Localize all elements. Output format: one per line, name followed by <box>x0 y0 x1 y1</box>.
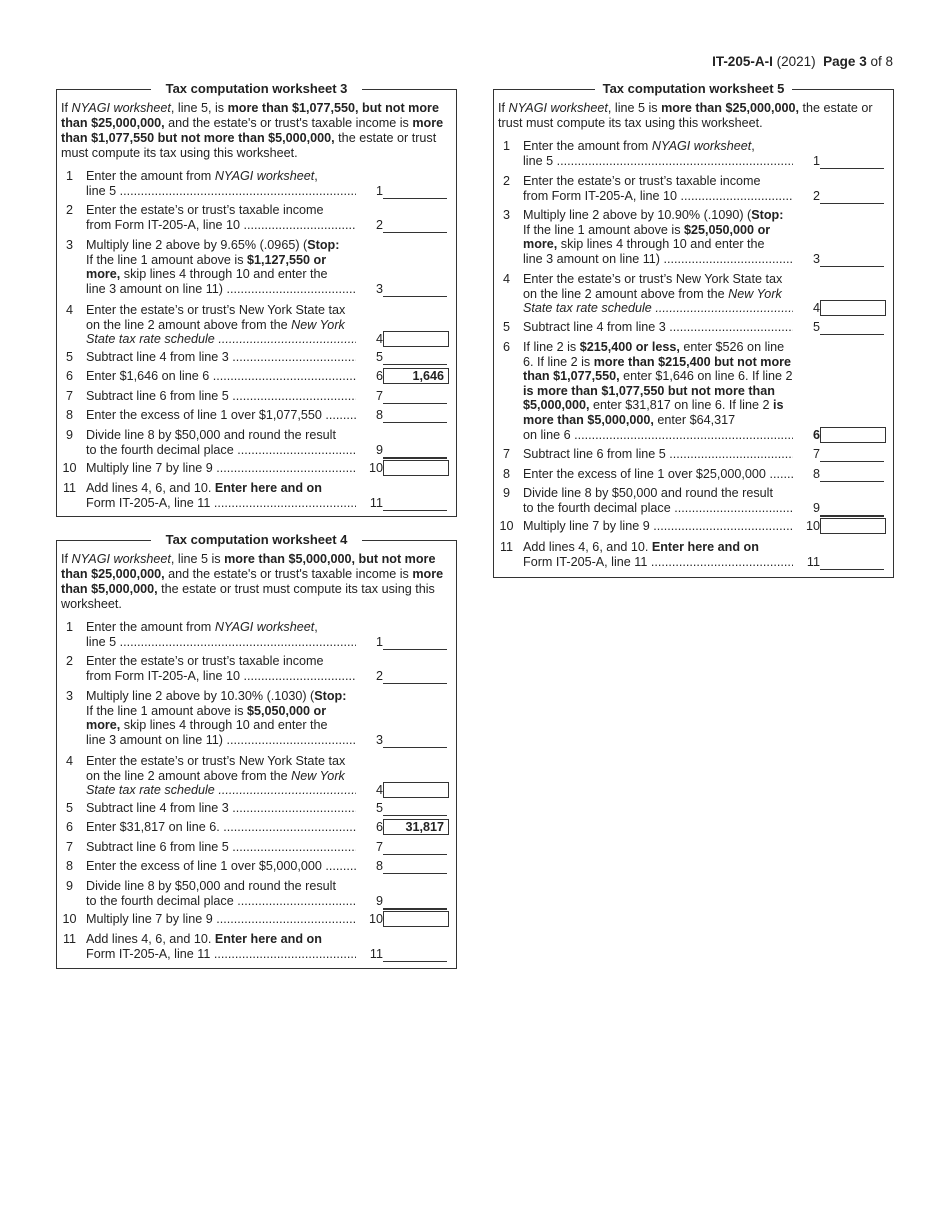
line-number-right: 7 <box>375 840 383 854</box>
line-number-right: 2 <box>375 217 383 232</box>
line-number: 10 <box>62 912 77 926</box>
line-label: Divide line 8 by $50,000 and round the result <box>523 486 773 500</box>
line-label: line 5 ..... <box>523 154 793 169</box>
line-number: 1 <box>65 169 73 183</box>
line-text <box>523 320 793 335</box>
line-number-right: 5 <box>375 801 383 815</box>
line-label: from Form IT-205-A, line 10 ..... <box>86 218 356 233</box>
line-9-amount-field[interactable] <box>383 894 447 910</box>
line-number-right: 7 <box>812 447 820 461</box>
line-number-right: 5 <box>375 350 383 364</box>
intro-fragment: more than $1,077,550 but not more than $5,000,000, <box>61 116 444 145</box>
line-5-amount-field[interactable] <box>383 801 447 816</box>
line-text <box>86 408 356 423</box>
line-label: Enter the estate’s or trust’s taxable income <box>86 654 324 668</box>
line-1-amount-field[interactable] <box>820 154 884 169</box>
line-number: 11 <box>62 481 77 495</box>
line-label: Enter the excess of line 1 over $25,000,000 ..... <box>523 467 793 482</box>
line-text <box>523 208 793 266</box>
line-number: 11 <box>499 540 514 554</box>
line-number-right: 7 <box>375 389 383 403</box>
line-text <box>86 238 356 296</box>
line-text <box>86 754 356 798</box>
intro-fragment: NYAGI worksheet <box>508 101 608 115</box>
line-number: 6 <box>502 340 510 354</box>
line-label: Enter $31,817 on line 6. ..... <box>86 820 356 835</box>
line-number-right: 11 <box>369 495 383 510</box>
line-text <box>523 486 793 515</box>
intro-fragment: If <box>61 101 72 115</box>
line-label: on the line 2 amount above from the <box>523 286 729 301</box>
line-label-bold: more, <box>86 267 121 282</box>
line-number: 11 <box>62 932 77 946</box>
line-label: Enter the estate’s or trust’s New York State tax <box>523 272 783 286</box>
line-label-fragment: is more than $5,000,000, <box>523 398 784 427</box>
line-10-amount-field[interactable] <box>383 460 449 476</box>
intro-fragment: , line 5, is <box>170 101 228 115</box>
line-text <box>523 519 793 534</box>
line-label: from Form IT-205-A, line 10 ..... <box>86 669 356 684</box>
line-number-right: 9 <box>375 893 383 908</box>
worksheet-title <box>57 532 456 548</box>
line-label: Add lines 4, 6, and 10. <box>86 481 215 495</box>
line-text <box>523 340 793 442</box>
line-text <box>523 174 793 203</box>
intro-fragment: NYAGI worksheet <box>71 101 171 115</box>
line-label-fragment: enter $31,817 on line 6. If line 2 <box>589 398 773 413</box>
line-text <box>86 428 356 457</box>
line-label: Enter the estate’s or trust’s taxable income <box>523 174 761 188</box>
line-number: 7 <box>502 447 510 461</box>
line-number: 10 <box>62 461 77 475</box>
line-number: 4 <box>502 272 510 286</box>
line-label-bold: $5,050,000 or <box>247 703 327 718</box>
line-4-amount-field[interactable] <box>383 782 449 798</box>
line-label-fragment: more than $215,400 but not more than $1,077,550, <box>523 354 792 384</box>
worksheet-intro <box>61 552 452 612</box>
line-number-right: 4 <box>375 783 383 798</box>
line-label: Enter $1,646 on line 6 ..... <box>86 369 356 384</box>
line-label: Multiply line 2 above by 9.65% (.0965) ( <box>86 238 308 252</box>
line-label: Multiply line 7 by line 9 ..... <box>86 912 356 927</box>
line-3-amount-field[interactable] <box>383 733 447 748</box>
line-label-italic: NYAGI worksheet <box>214 620 315 634</box>
line-number-right: 1 <box>375 634 383 649</box>
line-3-amount-field[interactable] <box>820 252 884 267</box>
page-number: 3 <box>859 54 867 69</box>
line-label: on the line 2 amount above from the <box>86 768 292 783</box>
line-label: Subtract line 6 from line 5 ..... <box>523 447 793 462</box>
line-7-amount-field[interactable] <box>383 840 447 855</box>
line-label: Form IT-205-A, line 11 ..... <box>86 947 356 962</box>
worksheet-5 <box>493 81 894 578</box>
line-5-amount-field[interactable] <box>820 320 884 335</box>
line-6-amount-field <box>383 819 449 835</box>
line-11-amount-field[interactable] <box>383 947 447 962</box>
line-label: Enter the excess of line 1 over $5,000,000 ..... <box>86 859 356 874</box>
line-number-right: 1 <box>375 183 383 198</box>
line-number-right: 8 <box>375 859 383 873</box>
intro-fragment: If <box>498 101 509 115</box>
line-number-right: 10 <box>368 912 383 926</box>
worksheet-title <box>57 81 456 97</box>
line-text <box>523 272 793 316</box>
line-label-fragment: enter $526 on line 6. If line 2 is <box>523 340 785 369</box>
line-text <box>86 303 356 347</box>
line-number-right: 6 <box>812 427 820 442</box>
line-label: Enter the amount from <box>86 620 212 634</box>
page-word: Page <box>823 54 856 69</box>
line-number-right: 10 <box>368 461 383 475</box>
line-5-amount-field[interactable] <box>383 350 447 365</box>
line-label: Subtract line 4 from line 3 ..... <box>86 350 356 365</box>
line-9-amount-field[interactable] <box>383 443 447 459</box>
page-of: of 8 <box>870 54 893 69</box>
line-label-bold: Stop: <box>314 689 347 703</box>
line-text <box>523 447 793 462</box>
worksheet-title-text: Tax computation worksheet 3 <box>158 81 356 96</box>
line-10-amount-field[interactable] <box>820 518 886 534</box>
intro-fragment: more than $25,000,000, <box>661 101 800 115</box>
line-text <box>86 801 356 816</box>
line-number-right: 8 <box>812 467 820 481</box>
line-label: If the line 1 amount above is <box>86 252 248 267</box>
line-number: 5 <box>65 801 73 815</box>
line-number-right: 10 <box>805 519 820 533</box>
line-label-fragment: enter $64,317 <box>653 412 736 427</box>
worksheet-intro <box>61 101 452 161</box>
line-number: 3 <box>65 238 73 252</box>
line-label-bold: more, <box>86 718 121 733</box>
line-label: Enter the estate’s or trust’s New York State tax <box>86 754 346 768</box>
intro-fragment: , line 5 is <box>170 552 225 566</box>
intro-fragment: and the estate's or trust's taxable income is <box>164 567 413 581</box>
intro-fragment: , line 5 is <box>607 101 662 115</box>
form-year: (2021) <box>776 54 816 69</box>
line-label: to the fourth decimal place ..... <box>523 501 793 516</box>
line-number: 5 <box>502 320 510 334</box>
line-number: 7 <box>65 389 73 403</box>
line-label: Enter the estate’s or trust’s New York State tax <box>86 303 346 317</box>
line-number: 8 <box>502 467 510 481</box>
line-label: Divide line 8 by $50,000 and round the result <box>86 428 336 442</box>
line-number-right: 9 <box>375 442 383 457</box>
line-number: 8 <box>65 859 73 873</box>
line-number-right: 9 <box>812 500 820 515</box>
line-label: to the fourth decimal place ..... <box>86 894 356 909</box>
line-number: 2 <box>65 654 73 668</box>
line-label-italic: New York <box>728 286 782 301</box>
line-label: State tax rate schedule ..... <box>86 783 356 798</box>
line-number: 2 <box>65 203 73 217</box>
line-6-prefilled-value: 31,817 <box>405 820 444 834</box>
line-number: 9 <box>502 486 510 500</box>
line-number: 1 <box>502 139 510 153</box>
line-number-right: 8 <box>375 408 383 422</box>
line-label: Enter the amount from <box>523 139 649 153</box>
line-text <box>86 389 356 404</box>
worksheet-title <box>494 81 893 97</box>
line-number-right: 3 <box>375 281 383 296</box>
line-label: Add lines 4, 6, and 10. <box>523 540 652 554</box>
worksheet-4 <box>56 532 457 969</box>
line-label: Multiply line 2 above by 10.30% (.1030) ( <box>86 689 315 703</box>
line-text <box>86 859 356 874</box>
intro-fragment: the estate or trust must compute its tax using this worksheet. <box>61 131 437 160</box>
line-text <box>86 840 356 855</box>
line-label-italic: NYAGI worksheet <box>651 139 752 153</box>
line-label: State tax rate schedule ..... <box>523 301 793 316</box>
worksheet-title-text: Tax computation worksheet 5 <box>595 81 793 96</box>
line-label: Add lines 4, 6, and 10. <box>86 932 215 946</box>
line-4-amount-field[interactable] <box>820 300 886 316</box>
line-6-amount-field[interactable] <box>820 427 886 443</box>
line-number-right: 2 <box>375 668 383 683</box>
line-label: Multiply line 2 above by 10.90% (.1090) ( <box>523 208 752 222</box>
line-label: If the line 1 amount above is <box>86 703 248 718</box>
line-label-fragment: $215,400 or less, <box>579 340 680 354</box>
line-text: Enter the amount from NYAGI worksheet, line 5 ..... <box>523 139 793 168</box>
line-text <box>86 461 356 476</box>
line-7-amount-field[interactable] <box>820 447 884 462</box>
line-3-amount-field[interactable] <box>383 282 447 297</box>
line-label: skip lines 4 through 10 and enter the <box>120 267 328 282</box>
line-number: 5 <box>65 350 73 364</box>
worksheet-3 <box>56 81 457 517</box>
line-label: line 3 amount on line 11) ..... <box>86 733 356 748</box>
line-number-right: 3 <box>812 251 820 266</box>
line-label-bold: more, <box>523 237 558 252</box>
line-label-fragment: If line 2 is <box>523 340 580 354</box>
line-label-fragment: is more than $1,077,550 but not more than $5,000,000, <box>523 383 775 413</box>
line-label-bold: $25,050,000 or <box>684 222 771 237</box>
intro-fragment: If <box>61 552 72 566</box>
line-text: Enter the amount from NYAGI worksheet, line 5 ..... <box>86 169 356 198</box>
line-6-amount-field <box>383 368 449 384</box>
line-label: from Form IT-205-A, line 10 ..... <box>523 189 793 204</box>
line-8-amount-field[interactable] <box>383 859 447 874</box>
line-text <box>86 932 356 961</box>
worksheet-title-text: Tax computation worksheet 4 <box>158 532 356 547</box>
line-label: skip lines 4 through 10 and enter the <box>557 237 765 252</box>
line-number: 3 <box>65 689 73 703</box>
line-label: on the line 2 amount above from the <box>86 317 292 332</box>
line-label: Subtract line 4 from line 3 ..... <box>523 320 793 335</box>
line-number-right: 2 <box>812 188 820 203</box>
line-text <box>86 879 356 908</box>
line-number: 2 <box>502 174 510 188</box>
line-number-right: 6 <box>375 369 383 383</box>
line-number: 10 <box>499 519 514 533</box>
line-label-italic: New York <box>291 768 345 783</box>
line-text <box>86 820 356 835</box>
worksheet-intro <box>498 101 889 131</box>
line-7-amount-field[interactable] <box>383 389 447 404</box>
line-number-right: 1 <box>812 153 820 168</box>
line-2-amount-field[interactable] <box>383 669 447 684</box>
line-label-bold: Enter here and on <box>651 540 759 554</box>
line-8-amount-field[interactable] <box>383 408 447 423</box>
page-header <box>712 54 893 69</box>
line-label: Subtract line 4 from line 3 ..... <box>86 801 356 816</box>
line-label: line 3 amount on line 11) ..... <box>86 282 356 297</box>
line-label-italic: NYAGI worksheet <box>214 169 315 183</box>
line-11-amount-field[interactable] <box>820 555 884 570</box>
intro-fragment: the estate or trust must compute its tax using this worksheet. <box>498 101 873 130</box>
line-label: Divide line 8 by $50,000 and round the result <box>86 879 336 893</box>
intro-fragment: the estate or trust must compute its tax using this worksheet. <box>61 582 435 611</box>
line-label: line 3 amount on line 11) ..... <box>523 252 793 267</box>
line-9-amount-field[interactable] <box>820 501 884 517</box>
line-11-amount-field[interactable] <box>383 496 447 511</box>
line-number-right: 4 <box>375 332 383 347</box>
line-label: Form IT-205-A, line 11 ..... <box>86 496 356 511</box>
line-label-bold: $1,127,550 or <box>247 252 327 267</box>
line-number: 6 <box>65 820 73 834</box>
line-label: Subtract line 6 from line 5 ..... <box>86 840 356 855</box>
line-label-fragment: enter $1,646 on line 6. If line 2 <box>619 369 793 384</box>
line-10-amount-field[interactable] <box>383 911 449 927</box>
line-1-amount-field[interactable] <box>383 635 447 650</box>
line-number-right: 6 <box>375 820 383 834</box>
line-label: Enter the excess of line 1 over $1,077,550 ..... <box>86 408 356 423</box>
line-label-bold: Stop: <box>307 238 340 252</box>
intro-fragment: more than $5,000,000, but not more than $25,000,000, <box>61 552 436 581</box>
line-label-bold: Enter here and on <box>214 481 322 495</box>
line-text <box>86 912 356 927</box>
line-number: 9 <box>65 879 73 893</box>
line-text <box>86 350 356 365</box>
line-number: 4 <box>65 754 73 768</box>
line-label: Enter the estate’s or trust’s taxable income <box>86 203 324 217</box>
line-4-amount-field[interactable] <box>383 331 449 347</box>
line-text <box>86 654 356 683</box>
line-text: Enter the amount from NYAGI worksheet, line 5 ..... <box>86 620 356 649</box>
line-number: 3 <box>502 208 510 222</box>
line-text <box>86 481 356 510</box>
line-label: on line 6 ..... <box>523 428 793 443</box>
line-label: If the line 1 amount above is <box>523 222 685 237</box>
line-number-right: 11 <box>369 946 383 961</box>
line-label: Enter the amount from <box>86 169 212 183</box>
line-label-bold: Enter here and on <box>214 932 322 946</box>
intro-fragment: more than $5,000,000, <box>61 567 444 596</box>
line-number: 9 <box>65 428 73 442</box>
line-number-right: 11 <box>806 554 820 569</box>
intro-fragment: NYAGI worksheet <box>71 552 171 566</box>
line-label: line 5 ..... <box>86 635 356 650</box>
line-text <box>86 369 356 384</box>
line-label: Multiply line 7 by line 9 ..... <box>523 519 793 534</box>
line-label: skip lines 4 through 10 and enter the <box>120 718 328 733</box>
line-2-amount-field[interactable] <box>820 189 884 204</box>
line-label: Multiply line 7 by line 9 ..... <box>86 461 356 476</box>
form-id: IT-205-A-I <box>712 54 773 69</box>
line-label: State tax rate schedule ..... <box>86 332 356 347</box>
intro-fragment: and the estate's or trust's taxable income is <box>164 116 413 130</box>
line-label-bold: Stop: <box>751 208 784 222</box>
line-2-amount-field[interactable] <box>383 218 447 233</box>
line-number: 4 <box>65 303 73 317</box>
line-text <box>523 540 793 569</box>
line-text <box>86 689 356 747</box>
line-number: 1 <box>65 620 73 634</box>
line-number-right: 4 <box>812 301 820 316</box>
line-number: 8 <box>65 408 73 422</box>
line-text <box>523 467 793 482</box>
line-label: line 5 ..... <box>86 184 356 199</box>
line-6-prefilled-value: 1,646 <box>412 369 444 383</box>
line-number-right: 5 <box>812 320 820 334</box>
line-label-italic: New York <box>291 317 345 332</box>
line-1-amount-field[interactable] <box>383 184 447 199</box>
line-number: 6 <box>65 369 73 383</box>
line-label: Form IT-205-A, line 11 ..... <box>523 555 793 570</box>
line-label: to the fourth decimal place ..... <box>86 443 356 458</box>
intro-fragment: more than $1,077,550, but not more than $25,000,000, <box>61 101 439 130</box>
line-label: Subtract line 6 from line 5 ..... <box>86 389 356 404</box>
line-8-amount-field[interactable] <box>820 467 884 482</box>
line-text <box>86 203 356 232</box>
line-number: 7 <box>65 840 73 854</box>
line-number-right: 3 <box>375 732 383 747</box>
